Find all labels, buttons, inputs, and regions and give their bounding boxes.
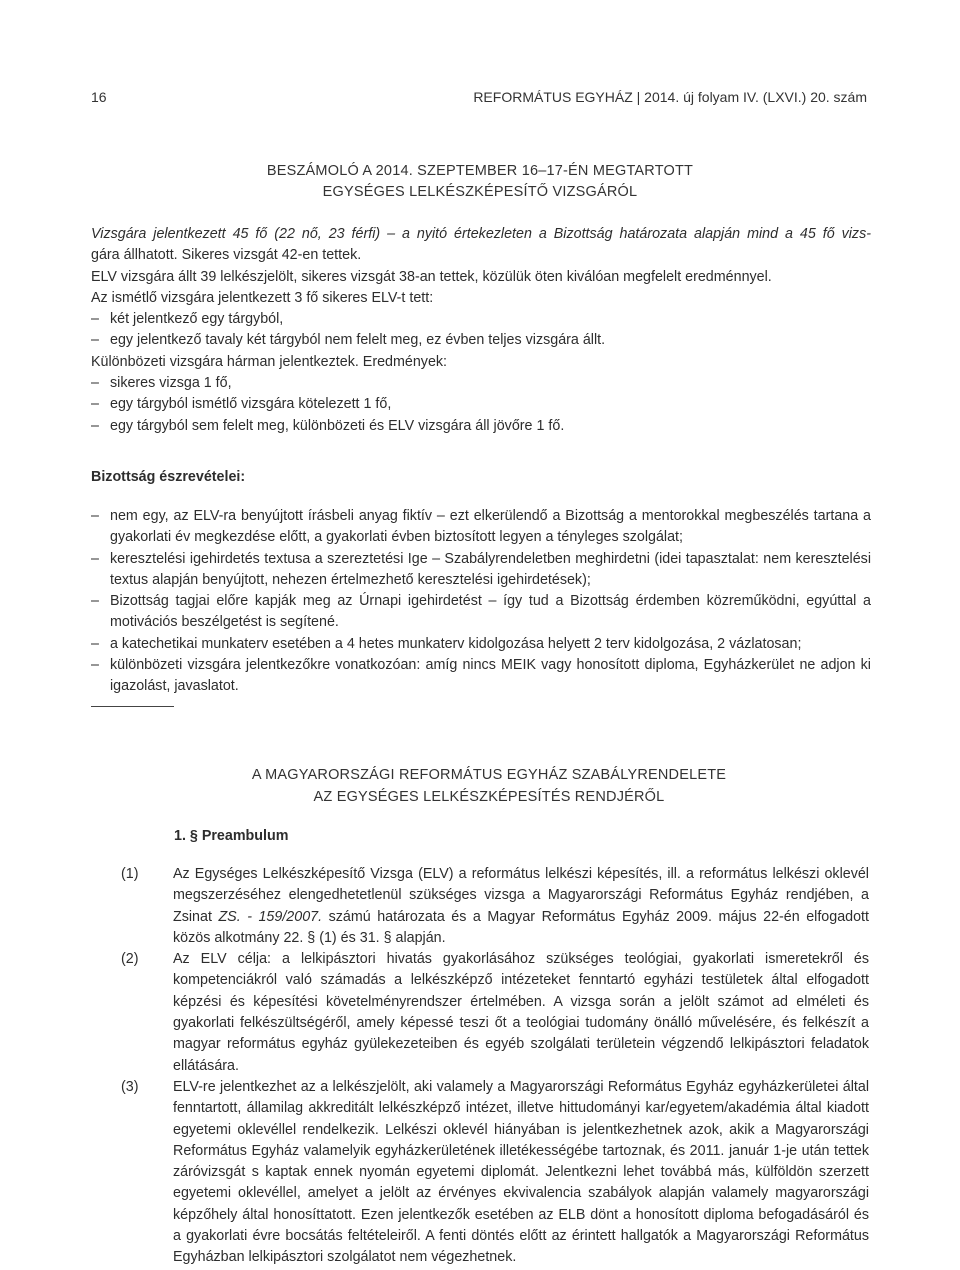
paragraph-text: Az ELV célja: a lelkipásztori hivatás gyakorlásához szükséges teológiai, gyakorlati ismeretekről és kompetenciákról való számadás a lelkészképző intézeteket fenntartó egyházi testületek által elfogadott képzési és képesítési követelményrendszer értelmében. A vizsga során a jelölt számot ad elméleti és gyakorlati felkészültségéről, amely képessé teszi őt a teológiai tudomány önálló művelésére, és felkészít a magyar református egyház gyülekezeteiben és egyéb szolgálati területein végzendő lelkipásztori feladatok ellátására. xyxy=(173,951,869,1074)
regulation-paragraph xyxy=(91,949,871,1077)
list-item: – Bizottság tagjai előre kapják meg az Úrnapi igehirdetést – így tud a Bizottság érdemben közreműködni, egyúttal a motivációs beszélgetést is segítené. xyxy=(91,593,871,631)
paragraph-number: (3) xyxy=(121,1078,139,1095)
regulation-title-line1: A MAGYARORSZÁGI REFORMÁTUS EGYHÁZ SZABÁLYRENDELETE xyxy=(251,767,727,783)
list-item: – egy tárgyból ismétlő vizsgára kötelezett 1 fő, xyxy=(91,396,392,413)
report-paragraph-4: Különbözeti vizsgára hárman jelentkeztek. Eredmények: xyxy=(91,353,448,370)
paragraph-text: Az Egységes Lelkészképesítő Vizsga (ELV) a református lelkészi képesítés, ill. a református lelkészi oklevél megszerzéséhez elengedhetetlenül szükséges vizsga a Magyarországi Református Egyház rendjében, a Zsinat ZS. - 159/2007. számú határozata és a Magyar Református Egyház 2009. május 22-én elfogadott közös alkotmány 22. § (1) és 31. § alapján. xyxy=(173,866,869,946)
running-title: REFORMÁTUS EGYHÁZ | 2014. új folyam IV. (LXVI.) 20. szám xyxy=(473,89,867,105)
report-paragraph-2: ELV vizsgára állt 39 lelkészjelölt, sikeres vizsgát 38-an tettek, közülük öten kiválóan megfelelt eredménnyel. xyxy=(91,268,772,285)
list-item: – sikeres vizsga 1 fő, xyxy=(91,375,232,392)
regulation-paragraph xyxy=(91,864,871,949)
report-title-line2: EGYSÉGES LELKÉSZKÉPESÍTŐ VIZSGÁRÓL xyxy=(322,184,638,200)
list-item: – keresztelési igehirdetés textusa a szereztetési Ige – Szabályrendeletben meghirdetni (idei tapasztalat: nem keresztelési textus alapján benyújtott, nehezen értelmezhető keresztelési igehirdetések); xyxy=(91,550,871,588)
section-divider xyxy=(91,706,174,707)
paragraph-text: ELV-re jelentkezhet az a lelkészjelölt, aki valamely a Magyarországi Református Egyház egyházkerületei által fenntartott, államilag akkreditált lelkészképző intézet, illetve hittudományi kar/egyetem/akadémia által kiadott egyetemi oklevéllel rendelkezik. Lelkészi oklevél hiányában is jelentkezhetnek azok, akik a Magyarországi Református Egyház valamelyik egyházkerületének illetékességébe tartoznak, és 2011. január 1-je után tettek záróvizsgát s kaptak ennek nyomán egyetemi diplomát. Jelentkezni lehet továbbá más, külföldön szerzett egyetemi oklevéllel, amelyet a jelölt az érvényes ekvivalencia szabályok alapján valamely magyarországi képzőhely által honosíttatott. Ezen jelentkezők esetében az ELB dönt a honosított diploma befogadásáról és a gyakorlati évre bocsátás feltételeiről. A fenti döntés előtt az érintett hallgatók a Magyarországi Református Egyházban lelkipásztori szolgálatot nem végezhetnek. xyxy=(173,1078,869,1266)
report-title-line1: BESZÁMOLÓ A 2014. SZEPTEMBER 16–17-ÉN MEGTARTOTT xyxy=(266,163,694,179)
regulation-title-line2: AZ EGYSÉGES LELKÉSZKÉPESÍTÉS RENDJÉRŐL xyxy=(313,789,665,805)
paragraph-number: (2) xyxy=(121,951,139,968)
list-item: – két jelentkező egy tárgyból, xyxy=(91,311,284,328)
report-paragraph-1-line2: gára állhatott. Sikeres vizsgát 42-en tettek. xyxy=(91,247,362,264)
report-paragraph-3: Az ismétlő vizsgára jelentkezett 3 fő sikeres ELV-t tett: xyxy=(91,289,434,306)
list-item: – különbözeti vizsgára jelentkezőkre vonatkozóan: amíg nincs MEIK vagy honosított diploma, Egyházkerület ne adjon ki igazolást, javaslatot. xyxy=(91,657,871,695)
regulation-paragraphs xyxy=(91,864,871,1269)
report-body xyxy=(91,224,871,437)
list-item: – nem egy, az ELV-ra benyújtott írásbeli anyag fiktív – ezt elkerülendő a Bizottság a mentorokkal megbeszélés tartana a gyakorlati év megkezdése előtt, a gyakorlati évben biztosított legyen a tényleges szolgálat; xyxy=(91,508,871,546)
observations-heading: Bizottság észrevételei: xyxy=(91,469,246,485)
observations-list xyxy=(91,506,871,698)
list-item: – egy tárgyból sem felelt meg, különbözeti és ELV vizsgára áll jövőre 1 fő. xyxy=(91,417,565,434)
list-item: – egy jelentkező tavaly két tárgyból nem felelt meg, ez évben teljes vizsgára állt. xyxy=(91,332,606,349)
page-number: 16 xyxy=(91,89,107,105)
report-paragraph-1-line1: Vizsgára jelentkezett 45 fő (22 nő, 23 férfi) – a nyitó értekezleten a Bizottság határozata alapján mind a 45 fő vizs- xyxy=(91,226,871,242)
list-item: – a katechetikai munkaterv esetében a 4 hetes munkaterv kidolgozása helyett 2 terv kidolgozása, 2 vázlatosan; xyxy=(91,635,802,652)
regulation-paragraph xyxy=(91,1077,871,1269)
paragraph-number: (1) xyxy=(121,866,139,882)
section-heading: 1. § Preambulum xyxy=(174,828,289,844)
